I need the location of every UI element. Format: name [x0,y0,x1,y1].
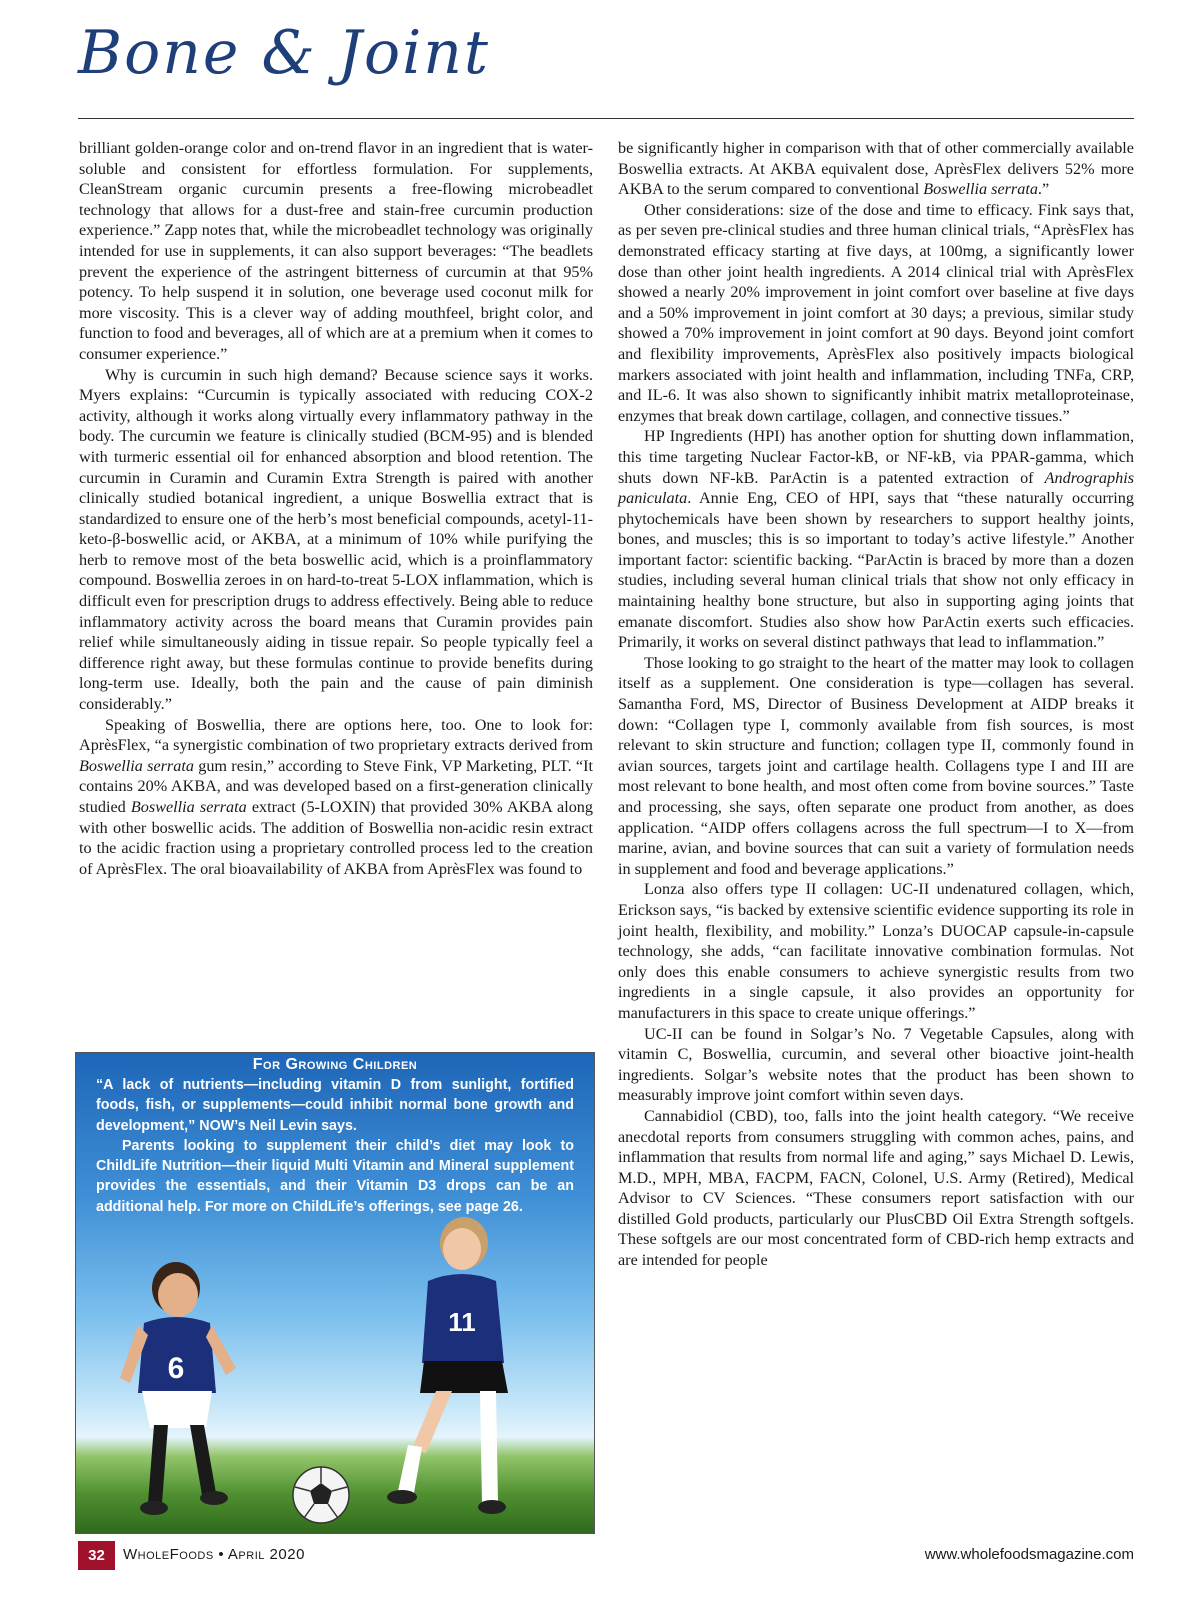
right-column [618,138,1134,1271]
right-paragraph-3 [618,426,1134,653]
right-paragraph-5: Lonza also offers type II collagen: UC-II undenatured collagen, which, Erickson says, “is backed by extensive scientific evidence supporting its role in joint health, flexibility, and mobility.” Lonza’s DUOCAP capsule-in-capsule technology, she adds, “can facilitate innovative combination formulas. Not only does this enable consumers to achieve synergistic results from two ingredients in a single capsule, it also provides an opportunity for manufacturers in this space to create unique offerings.” [618,880,1134,1022]
right-paragraph-4: Those looking to go straight to the heart of the matter may look to collagen itself as a supplement. One consideration is type—collagen has several. Samantha Ford, MS, Director of Business Development at AIDP breaks it down: “Collagen type I, commonly available from fish sources, is most relevant to skin structure and function; collagen type II, commonly found in avian sources, targets joint and cartilage health. Collagens type I and III are most relevant to bone health, and most often come from bovine sources.” Taste and processing, she says, often separate one product from another, as does application. “AIDP offers collagens across the full spectrum—I to X—from marine, avian, and bovine sources that can suit a variety of formulation needs in supplement and food and beverage applications.” [618,653,1134,878]
sidebar-box [75,1052,595,1534]
right-paragraph-7: Cannabidiol (CBD), too, falls into the joint health category. “We receive anecdotal reports from consumers struggling with common aches, pains, and inflammation that results from normal life and aging,” says Michael D. Lewis, M.D., MPH, MBA, FACPM, FACN, Colonel, U.S. Army (Retired), Medical Advisor to CV Sciences. “These consumers report satisfaction with our distilled Gold products, particularly our PlusCBD Oil Extra Strength softgels. These softgels are our most concentrated form of CBD-rich hemp extracts and are intended for people [618,1106,1134,1270]
publication-line: WholeFoods • April 2020 [123,1546,305,1563]
sidebar-paragraph-1: “A lack of nutrients—including vitamin D from sunlight, fortified foods, fish, or supplements—could inhibit normal bone growth and development,” NOW’s Neil Levin says. [96,1077,574,1134]
header-divider [78,118,1134,119]
girl-jersey-number: 11 [448,1307,476,1337]
right-paragraph-6: UC-II can be found in Solgar’s No. 7 Vegetable Capsules, along with vitamin C, Boswellia, curcumin, and several other bioactive joint-health ingredients. Solgar’s website notes that the product has been shown to measurably improve joint comfort within seven days. [618,1024,1134,1105]
boy-jersey-number: 6 [167,1352,185,1385]
species-name: Boswellia serrata [79,756,194,775]
left-paragraph-3 [79,715,593,880]
left-paragraph-2: Why is curcumin in such high demand? Because science says it works. Myers explains: “Curcumin is typically associated with reducing COX-2 activity, although it works along virtually every inflammatory pathway in the body. The curcumin we feature is clinically studied (BCM-95) and is blended with turmeric essential oil for enhanced absorption and blood retention. The curcumin in Curamin and Curamin Extra Strength is paired with another clinically studied botanical ingredient, a unique Boswellia extract that is standardized to ensure one of the herb’s most beneficial compounds, acetyl-11-keto-β-boswellic acid, or AKBA, at a minimum of 10% while purifying the herb to remove most of the beta boswellic acid, which is a proinflammatory compound. Boswellia zeroes in on hard-to-treat 5-LOX inflammation, which is difficult even for prescription drugs to address effectively. Being able to reduce inflammatory activity across the board means that Curamin provides pain relief while simultaneously aiding in tissue repair. So people typically feel a difference right away, but these formulas continue to provide benefits during long-term use. Ideally, both the pain and the cause of pain diminish considerably.” [79,365,593,714]
text-run: gum resin,” according to Steve Fink, VP Marketing, PLT. “It contains 20% AKBA, and was developed based on a first-generation clinically studied [79,756,593,816]
sidebar-text [76,1074,594,1217]
right-paragraph-1 [618,138,1134,200]
species-name: Boswellia serrata [130,798,247,816]
left-column [79,138,593,879]
text-run: .” [1037,180,1050,199]
text-run: HP Ingredients (HPI) has another option for shutting down inflammation, this time targeting Nuclear Factor-kB, or NF-kB, via PPAR-gamma, which shuts down NF-kB. ParActin is a patented extraction of [618,427,1134,487]
right-paragraph-2: Other considerations: size of the dose and time to efficacy. Fink says that, as per seven pre-clinical studies and three human clinical trials, “AprèsFlex has demonstrated efficacy starting at five days, at 100mg, a significantly lower dose than other joint health ingredients. A 2014 clinical trial with AprèsFlex showed a nearly 20% improvement in joint comfort over baseline at five days and a 50% improvement in joint comfort at 30 days; a previous, similar study showed a 70% improvement in joint comfort at 90 days. Beyond joint comfort and flexibility improvements, AprèsFlex also positively impacts biological markers associated with joint health and inflammation, including TNFa, CRP, and IL-6. It was also shown to significantly inhibit matrix metalloproteinase, enzymes that break down cartilage, collagen, and connective tissues.” [618,200,1134,425]
page-number-badge: 32 [78,1541,115,1570]
children-soccer-illustration [76,1203,594,1533]
species-name: Boswellia serrata [923,180,1038,199]
text-run: . Annie Eng, CEO of HPI, says that “these naturally occurring phytochemicals have been shown by researchers to support healthy joints, bones, and muscles; this is so important to today’s active lifestyle.” Another important factor: scientific backing. “ParActin is braced by more than a dozen studies, including several human clinical trials that show not only efficacy in maintaining healthy bone structure, but also in supporting aging joints that emanate discomfort. Studies also show how ParActin exerts such efficacies. Primarily, it works on several distinct pathways that lead to inflammation.” [618,489,1134,652]
page-title: Bone & Joint [78,18,491,88]
soccer-ball [293,1467,349,1523]
species-name: Andrographis paniculata [618,468,1134,508]
text-run: extract (5-LOXIN) that provided 30% AKBA along with other boswellic acids. The addition of Boswellia non-acidic resin extract to the acidic fraction using a proprietary controlled process led to the creation of AprèsFlex. The oral bioavailability of AKBA from AprèsFlex was found to [79,798,593,878]
girl-figure [387,1217,508,1514]
website-link[interactable]: www.wholefoodsmagazine.com [924,1546,1134,1563]
left-paragraph-1: brilliant golden-orange color and on-trend flavor in an ingredient that is water-soluble and consistent for effortless formulation. For supplements, CleanStream organic curcumin presents a free-flowing microbeadlet technology that allows for a dust-free and stain-free curcumin production experience.” Zapp notes that, while the microbeadlet technology was originally intended for use in supplements, it can also support beverages: “The beadlets prevent the experience of the astringent bitterness of curcumin at that 95% potency. To help suspend it in solution, one beverage used coconut milk for more viscosity. This is a clever way of adding mouthfeel, bright color, and function to food and beverages, all of which are at a premium when it comes to consumer experience.” [79,139,593,363]
text-run: be significantly higher in comparison with that of other commercially available Boswellia extracts. At AKBA equivalent dose, AprèsFlex delivers 52% more AKBA to the serum compared to conventional [618,139,1134,199]
text-run: Speaking of Boswellia, there are options here, too. One to look for: AprèsFlex, “a synergistic combination of two proprietary extracts derived from [79,715,593,755]
sidebar-paragraph-2: Parents looking to supplement their child’s diet may look to ChildLife Nutrition—their liquid Multi Vitamin and Mineral supplement provides the essentials, and their Vitamin D3 drops can be an additional help. For more on ChildLife’s offerings, see page 26. [96,1137,574,1215]
sidebar-heading: For Growing Children [252,1056,418,1073]
boy-figure [120,1262,236,1515]
